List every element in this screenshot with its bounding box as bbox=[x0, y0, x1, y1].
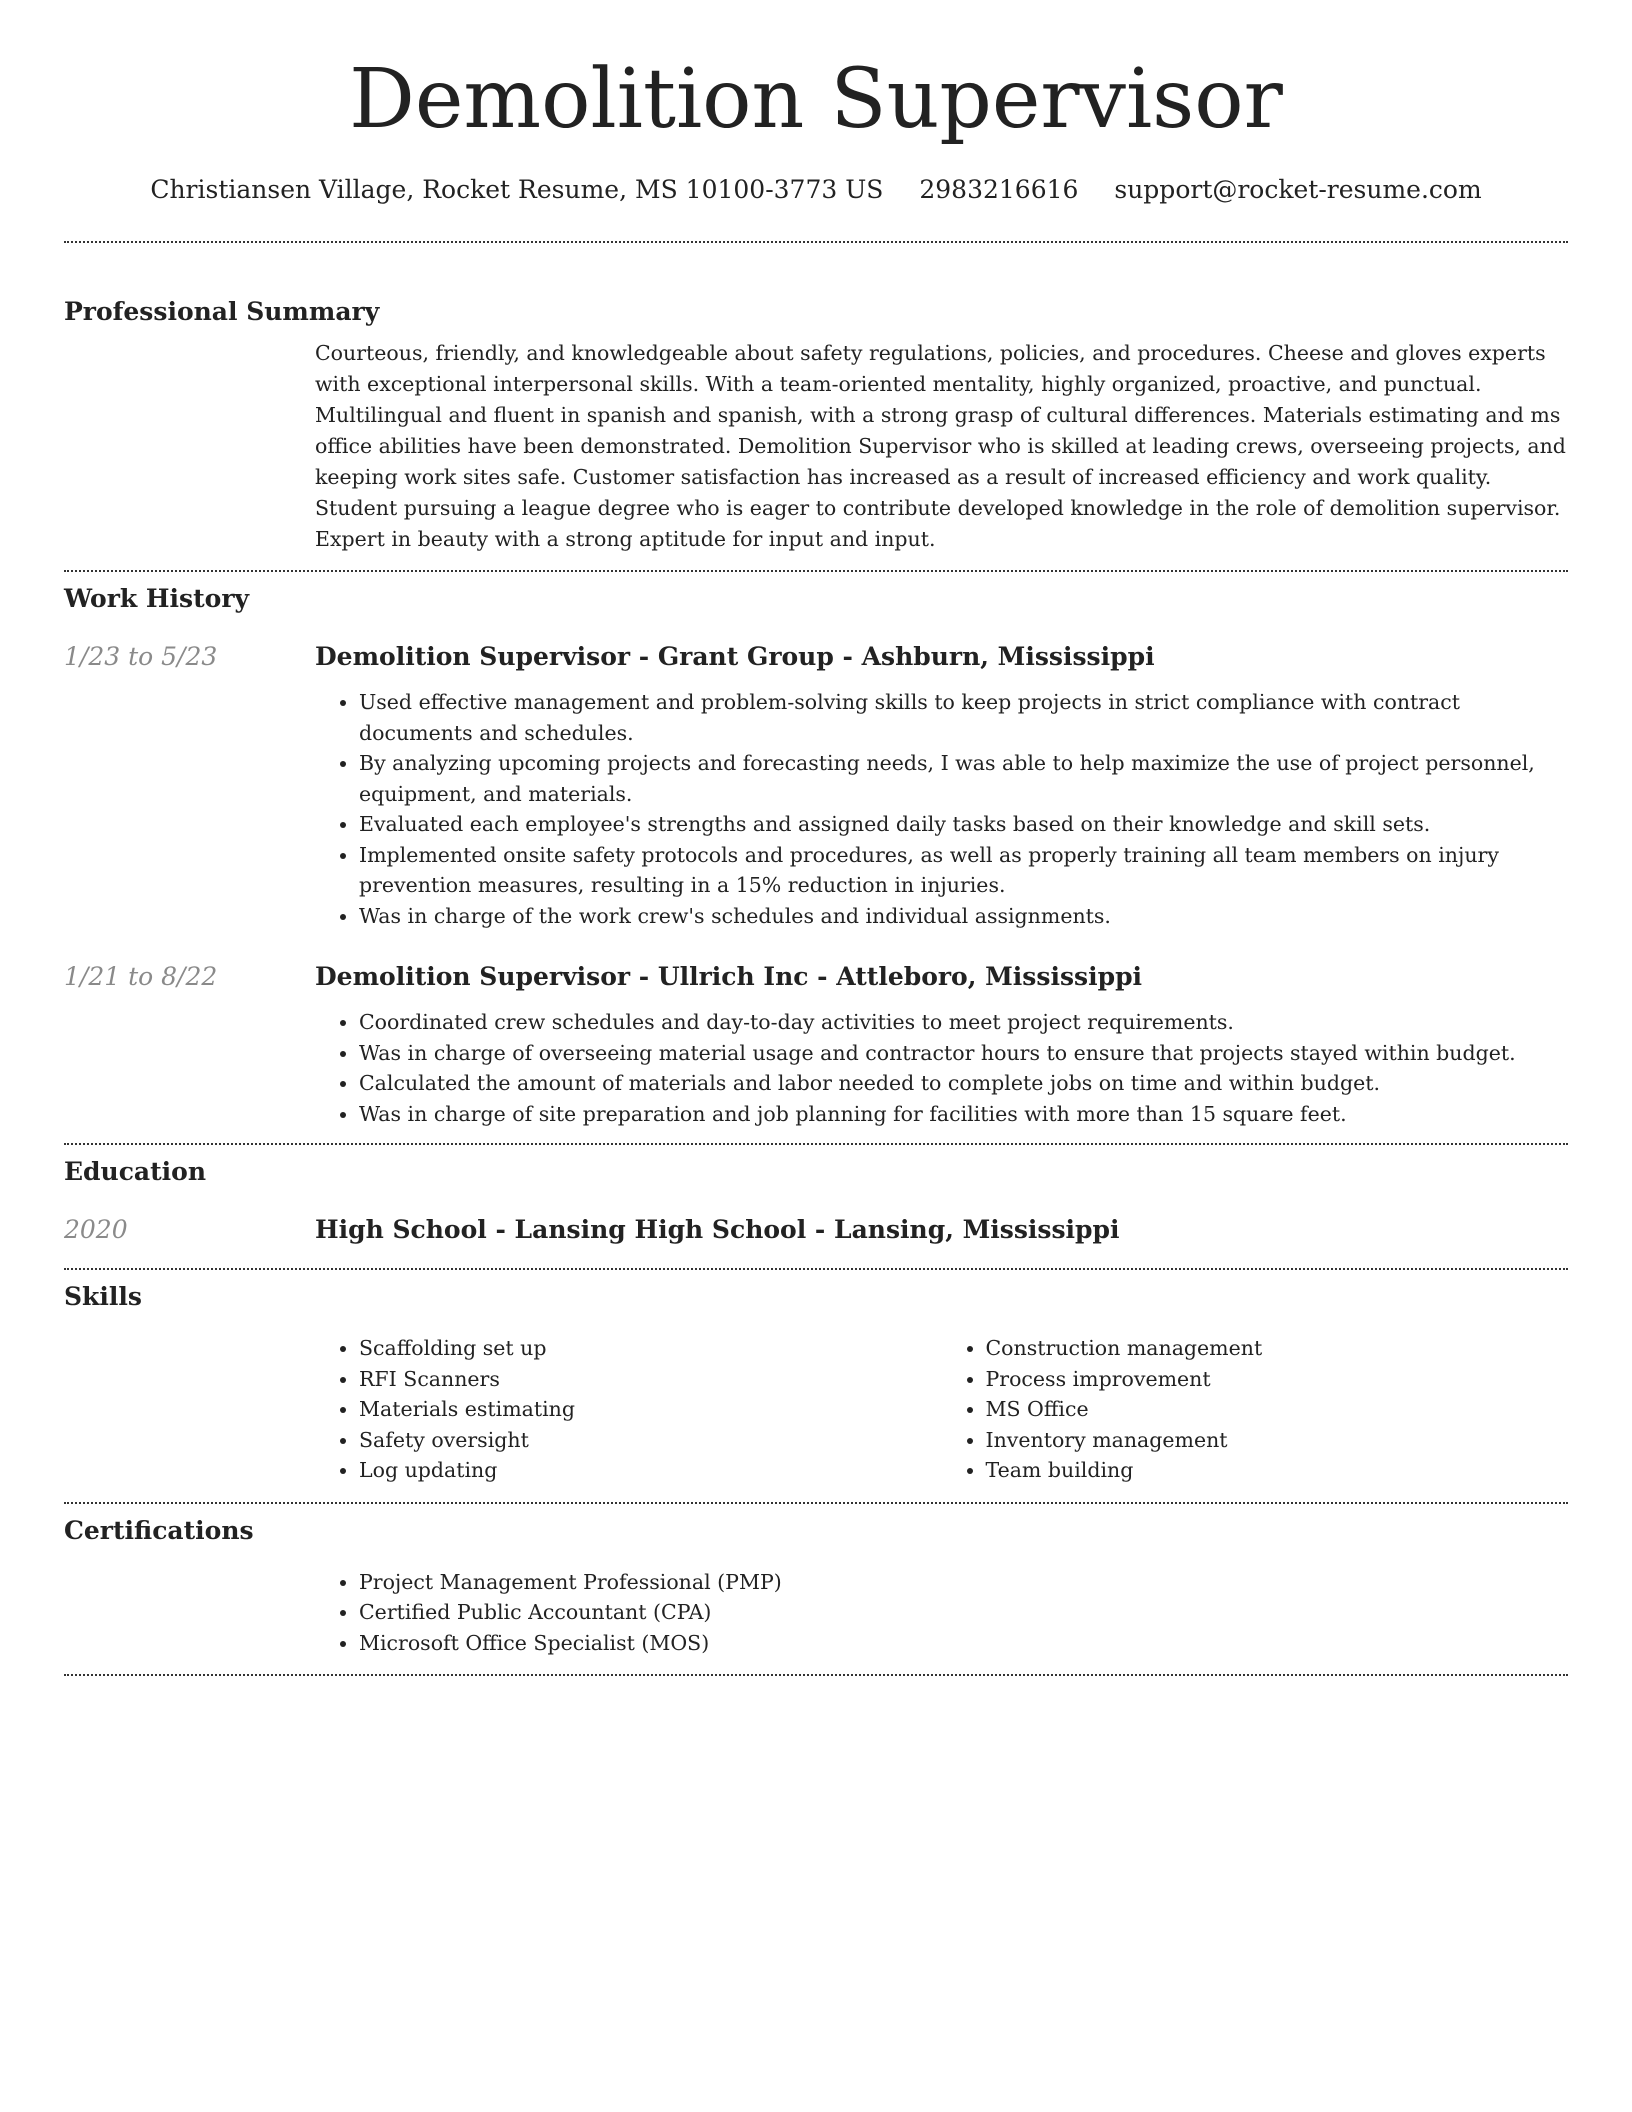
list-item: • Certified Public Accountant (CPA) bbox=[359, 1597, 1568, 1628]
education-section bbox=[64, 1145, 1568, 1247]
summary-text: Courteous, friendly, and knowledgeable about safety regulations, policies, and procedures. Cheese and gloves experts with exceptional interpersonal skills. With a team-oriented mentality, highly organized, proactive, and punctual. Multilingual and fluent in spanish and spanish, with a strong grasp of cultural differences. Materials estimating and ms office abilities have been demonstrated. Demolition Supervisor who is skilled at leading crews, overseeing projects, and keeping work sites safe. Customer satisfaction has increased as a result of increased efficiency and work quality. Student pursuing a league degree who is eager to contribute developed knowledge in the role of demolition supervisor. Expert in beauty with a strong aptitude for input and input. bbox=[315, 341, 1566, 551]
list-item: • Microsoft Office Specialist (MOS) bbox=[359, 1628, 1568, 1659]
list-item: • Scaffolding set up bbox=[359, 1333, 942, 1364]
skills-section bbox=[64, 1270, 1568, 1486]
contact-email: support@rocket-resume.com bbox=[1114, 175, 1482, 204]
list-item: • Materials estimating bbox=[359, 1394, 942, 1425]
education-entry bbox=[64, 1213, 1568, 1247]
contact-line bbox=[64, 172, 1568, 208]
job-entry bbox=[64, 640, 1568, 931]
list-item: • Coordinated crew schedules and day-to-day activities to meet project requirements. bbox=[359, 1007, 1568, 1038]
list-item: • Team building bbox=[986, 1455, 1569, 1486]
list-item: • RFI Scanners bbox=[359, 1364, 942, 1395]
list-item: • Log updating bbox=[359, 1455, 942, 1486]
job-entry bbox=[64, 960, 1568, 1129]
job-title: Demolition Supervisor - Ullrich Inc - Attleboro, Mississippi bbox=[315, 962, 1143, 991]
contact-address: Christiansen Village, Rocket Resume, MS 10100-3773 US bbox=[150, 175, 884, 204]
list-item: • Was in charge of overseeing material usage and contractor hours to ensure that projects stayed within budget. bbox=[359, 1038, 1568, 1069]
list-item: • By analyzing upcoming projects and forecasting needs, I was able to help maximize the use of project personnel, equipment, and materials. bbox=[359, 748, 1568, 809]
section-title-work-history: Work History bbox=[64, 584, 250, 613]
job-title: Demolition Supervisor - Grant Group - Ashburn, Mississippi bbox=[315, 642, 1155, 671]
resume-name: Demolition Supervisor bbox=[349, 52, 1283, 147]
list-item: • MS Office bbox=[986, 1394, 1569, 1425]
list-item: • Construction management bbox=[986, 1333, 1569, 1364]
summary-section bbox=[64, 243, 1568, 555]
list-item: • Calculated the amount of materials and labor needed to complete jobs on time and within budget. bbox=[359, 1068, 1568, 1099]
contact-phone: 2983216616 bbox=[919, 175, 1079, 204]
section-divider bbox=[64, 1674, 1568, 1676]
job-bullets bbox=[315, 1007, 1568, 1129]
list-item: • Project Management Professional (PMP) bbox=[359, 1567, 1568, 1598]
skills-list-right bbox=[942, 1333, 1569, 1486]
list-item: • Inventory management bbox=[986, 1425, 1569, 1456]
list-item: • Implemented onsite safety protocols and procedures, as well as properly training all team members on injury prevention measures, resulting in a 15% reduction in injuries. bbox=[359, 840, 1568, 901]
job-bullets bbox=[315, 687, 1568, 931]
section-title-summary: Professional Summary bbox=[64, 297, 380, 326]
skills-list-left bbox=[315, 1333, 942, 1486]
job-dates: 1/21 to 8/22 bbox=[64, 962, 218, 991]
skills-grid bbox=[315, 1333, 1568, 1486]
section-title-certifications: Certifications bbox=[64, 1515, 254, 1545]
list-item: • Safety oversight bbox=[359, 1425, 942, 1456]
section-title-education: Education bbox=[64, 1157, 207, 1186]
list-item: • Used effective management and problem-solving skills to keep projects in strict compliance with contract documents and schedules. bbox=[359, 687, 1568, 748]
section-title-skills: Skills bbox=[64, 1282, 142, 1311]
certifications-section bbox=[64, 1504, 1568, 1659]
list-item: • Was in charge of site preparation and job planning for facilities with more than 15 square feet. bbox=[359, 1099, 1568, 1130]
education-title: High School - Lansing High School - Lansing, Mississippi bbox=[315, 1215, 1120, 1244]
list-item: • Process improvement bbox=[986, 1364, 1569, 1395]
resume-header bbox=[64, 0, 1568, 208]
certifications-list bbox=[315, 1567, 1568, 1659]
list-item: • Evaluated each employee's strengths and assigned daily tasks based on their knowledge and skill sets. bbox=[359, 809, 1568, 840]
work-history-section bbox=[64, 572, 1568, 1129]
job-dates: 1/23 to 5/23 bbox=[64, 642, 218, 671]
list-item: • Was in charge of the work crew's schedules and individual assignments. bbox=[359, 901, 1568, 932]
education-year: 2020 bbox=[64, 1215, 128, 1244]
